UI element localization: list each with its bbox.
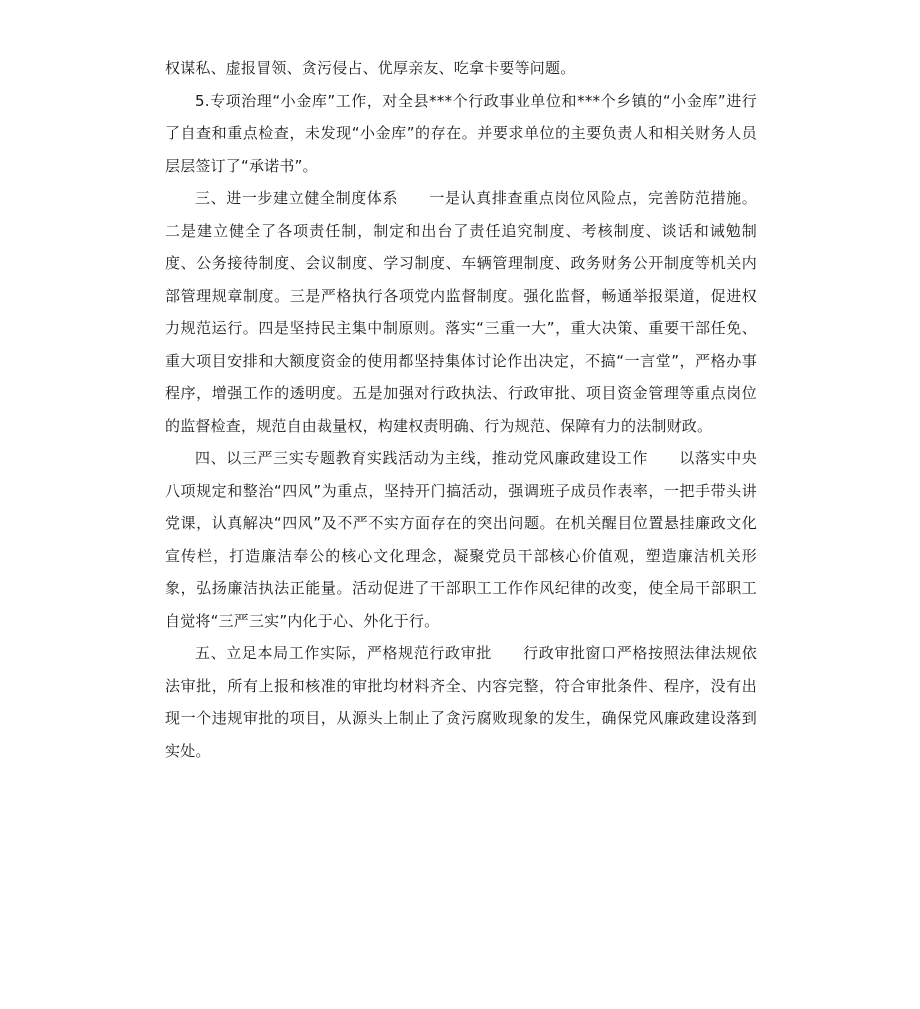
paragraph-continuation: 权谋私、虚报冒领、贪污侵占、优厚亲友、吃拿卡要等问题。 bbox=[165, 59, 576, 77]
document-body bbox=[165, 52, 757, 767]
paragraph-small-treasury: 5.专项治理“小金库”工作，对全县***个行政事业单位和***个乡镇的“小金库”进行了自查和重点检查，未发现“小金库”的存在。并要求单位的主要负责人和相关财务人员层层签订了“承诺书”。 bbox=[165, 91, 757, 175]
paragraph-system-building: 三、进一步建立健全制度体系 一是认真排查重点岗位风险点，完善防范措施。二是建立健全了各项责任制，制定和出台了责任追究制度、考核制度、谈话和诫勉制度、公务接待制度、会议制度、学习制度、车辆管理制度、政务财务公开制度等机关内部管理规章制度。三是严格执行各项党内监督制度。强化监督，畅通举报渠道，促进权力规范运行。四是坚持民主集中制原则。落实“三重一大”，重大决策、重要干部任免、重大项目安排和大额度资金的使用都坚持集体讨论作出决定，不搞“一言堂”，严格办事程序，增强工作的透明度。五是加强对行政执法、行政审批、项目资金管理等重点岗位的监督检查，规范自由裁量权，构建权责明确、行为规范、保障有力的法制财政。 bbox=[165, 189, 757, 435]
paragraph-administrative-approval: 五、立足本局工作实际，严格规范行政审批 行政审批窗口严格按照法律法规依法审批，所有上报和核准的审批均材料齐全、内容完整，符合审批条件、程序，没有出现一个违规审批的项目，从源头上制止了贪污腐败现象的发生，确保党风廉政建设落到实处。 bbox=[165, 644, 757, 760]
paragraph-three-stricts: 四、以三严三实专题教育实践活动为主线，推动党风廉政建设工作 以落实中央八项规定和整治“四风”为重点，坚持开门搞活动，强调班子成员作表率，一把手带头讲党课，认真解决“四风”及不严不实方面存在的突出问题。在机关醒目位置悬挂廉政文化宣传栏，打造廉洁奉公的核心文化理念，凝聚党员干部核心价值观，塑造廉洁机关形象，弘扬廉洁执法正能量。活动促进了干部职工工作作风纪律的改变，使全局干部职工自觉将“三严三实”内化于心、外化于行。 bbox=[165, 449, 757, 630]
